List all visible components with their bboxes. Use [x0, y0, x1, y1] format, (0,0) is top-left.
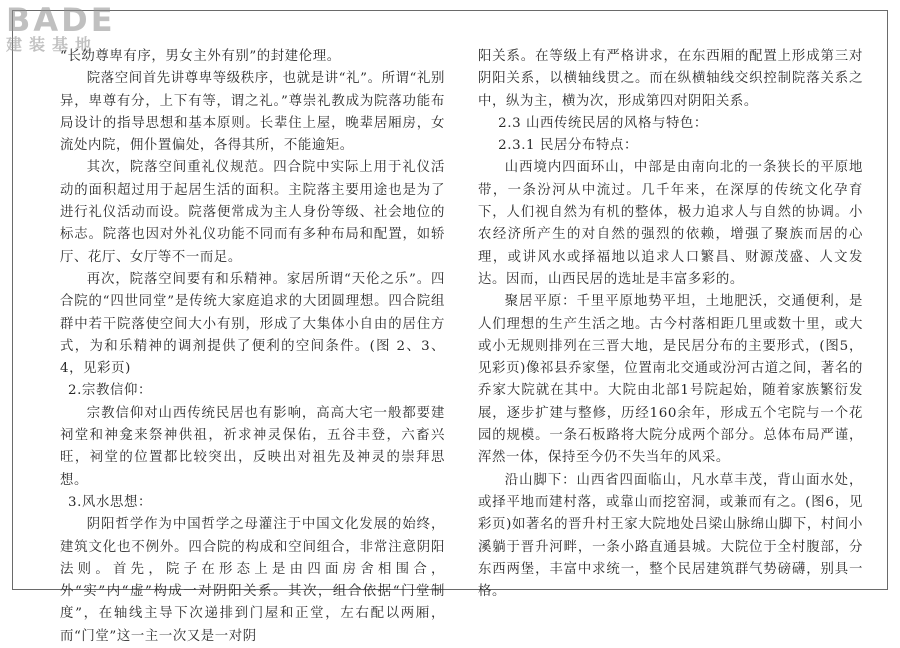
paragraph-hierarchy-order: 院落空间首先讲尊卑等级秩序，也就是讲“礼”。所谓“礼别异，卑尊有分，上下有等，谓之礼。”尊崇礼教成为院落功能布局设计的指导思想和基本原则。长辈住上屋，晚辈居厢房，女流处内院，佣仆置偏处，各得其所，不能逾矩。	[60, 71, 445, 154]
paragraph-yin-yang-continued: 阳关系。在等级上有严格讲求，在东西厢的配置上形成第三对阴阳关系，以横轴线贯之。而在纵横轴线交织控制院落关系之中，纵为主，横为次，形成第四对阴阳关系。	[478, 49, 863, 109]
section-heading-style-features: 2.3 山西传统民居的风格与特色：	[498, 115, 708, 131]
paragraph-mountain-foot: 沿山脚下：山西省四面临山，凡水草丰茂，背山面水处，或择平地而建村落，或靠山而挖窑洞，或兼而有之。(图6，见彩页)如著名的晋升村王家大院地处吕梁山脉绵山脚下，村间小溪躺于晋升河畔，一条小路直通县城。大院位于全村腹部，分东西两堡，丰富中求统一，整个民居建筑群气势磅礴，别具一格。	[478, 472, 863, 600]
paragraph-ritual-norms: 其次，院落空间重礼仪规范。四合院中实际上用于礼仪活动的面积超过用于起居生活的面积。主院落主要用途也是为了进行礼仪活动而设。院落便常成为主人身份等级、社会地位的标志。院落也因对外礼仪功能不同而有多种布局和配置，如轿厅、花厅、女厅等不一而足。	[60, 160, 445, 265]
paragraph-yin-yang: 阴阳哲学作为中国哲学之母灌注于中国文化发展的始终，建筑文化也不例外。四合院的构成和空间组合，非常注意阴阳法则。首先，院子在形态上是由四面房舍相围合，外“实”内“虚”构成一对阴阳关系。其次，组合依据“门堂制度”，在轴线主导下次递排到门屋和正堂，左右配以两厢，而“门堂”这一主一次又是一对阴	[60, 517, 445, 644]
section-heading-religion: 2.宗教信仰：	[68, 383, 152, 399]
section-heading-distribution: 2.3.1 民居分布特点：	[498, 138, 638, 154]
paragraph-religion: 宗教信仰对山西传统民居也有影响，高高大宅一般都要建祠堂和神龛来祭神供祖，祈求神灵保佑，五谷丰登，六畜兴旺，祠堂的位置都比较突出，反映出对祖先及神灵的崇拜思想。	[60, 405, 445, 488]
paragraph-shanxi-terrain: 山西境内四面环山，中部是由南向北的一条狭长的平原地带，一条汾河从中流过。几千年来，在深厚的传统文化孕育下，人们视自然为有机的整体，极力追求人与自然的协调。小农经济所产生的对自然的强烈的依赖，增强了聚族而居的心理，或讲风水或择福地以追求人口繁昌、财源茂盛、人文发达。因而，山西民居的选址是丰富多彩的。	[478, 160, 863, 287]
watermark-chinese-text: 建装基地	[6, 35, 99, 54]
watermark-latin-text: BADE	[6, 1, 116, 39]
right-text-column	[478, 46, 863, 603]
paragraph-continuation: “长幼尊卑有序，男女主外有别”的封建伦理。	[60, 49, 341, 64]
left-text-column	[60, 46, 445, 648]
section-heading-fengshui: 3.风水思想：	[68, 494, 152, 510]
paragraph-plain-settlement: 聚居平原：千里平原地势平坦，土地肥沃，交通便利，是人们理想的生产生活之地。古今村落相距几里或数十里，或大或小无规则排列在三晋大地，是民居分布的主要形式，(图5，见彩页)像祁县乔家堡，位置南北交通或汾河古道之间，著名的乔家大院就在其中。大院由北部1号院起始，随着家族繁衍发展，逐步扩建与整修，历经160余年，形成五个宅院与一个花园的规模。一条石板路将大院分成两个部分。总体布局严谨，浑然一体，保持至今仍不失当年的风采。	[478, 294, 863, 466]
paragraph-harmony-spirit: 再次，院落空间要有和乐精神。家居所谓“天伦之乐”。四合院的“四世同堂”是传统大家庭追求的大团圆理想。四合院组群中若干院落使空间大小有别，形成了大集体小自由的居住方式，为和乐精神的调剂提供了便利的空间条件。(图 2、3、4，见彩页)	[60, 271, 445, 377]
